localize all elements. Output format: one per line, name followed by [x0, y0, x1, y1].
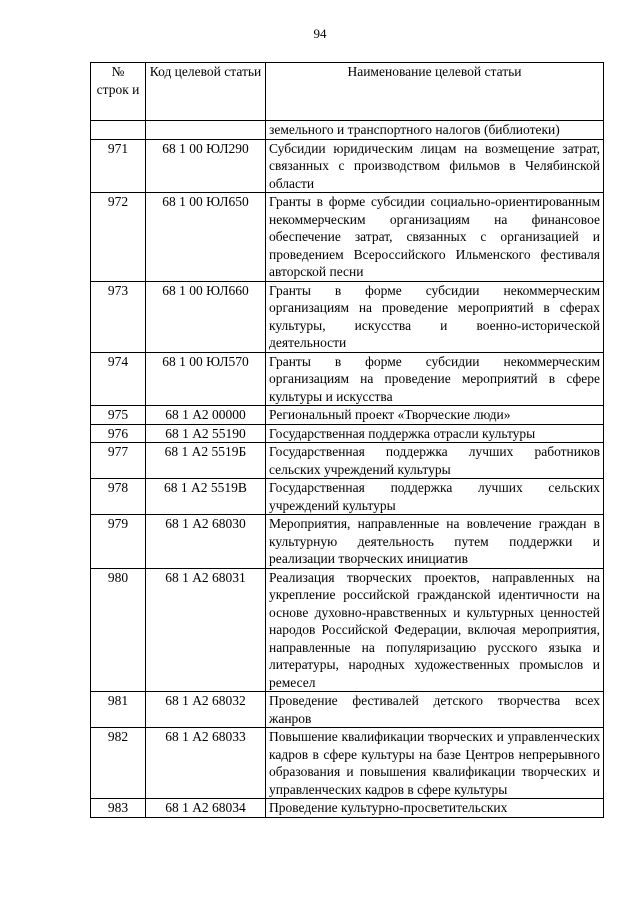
- continuation-code-cell: [146, 121, 266, 140]
- table-row: [91, 515, 604, 569]
- article-name: Государственная поддержка отрасли культуры: [266, 424, 604, 443]
- article-name: Повышение квалификации творческих и управленческих кадров в сфере культуры на базе Центров непрерывного образования и повышения квалификации творческих и управленческих кадров в сфере культуры: [266, 728, 604, 799]
- row-number: 983: [91, 799, 146, 818]
- table-row: [91, 728, 604, 799]
- article-code: 68 1 00 ЮЛ290: [146, 139, 266, 193]
- article-name: Проведение культурно-просветительских: [266, 799, 604, 818]
- article-code: 68 1 А2 68030: [146, 515, 266, 569]
- article-code: 68 1 00 ЮЛ660: [146, 281, 266, 352]
- article-name: Региональный проект «Творческие люди»: [266, 406, 604, 425]
- row-number: 976: [91, 424, 146, 443]
- header-article-name: Наименование целевой статьи: [266, 63, 604, 121]
- table-row: [91, 443, 604, 479]
- table-row: [91, 406, 604, 425]
- article-name: Субсидии юридическим лицам на возмещение затрат, связанных с производством фильмов в Челябинской области: [266, 139, 604, 193]
- article-name: Гранты в форме субсидии некоммерческим организациям на проведение мероприятий в сфере культуры и искусства: [266, 352, 604, 406]
- article-code: 68 1 00 ЮЛ570: [146, 352, 266, 406]
- table-row: [91, 281, 604, 352]
- table-row: [91, 568, 604, 692]
- continuation-row: [91, 121, 604, 140]
- article-code: 68 1 00 ЮЛ650: [146, 193, 266, 282]
- row-number: 971: [91, 139, 146, 193]
- row-number: 981: [91, 692, 146, 728]
- row-number: 978: [91, 479, 146, 515]
- article-code: 68 1 А2 00000: [146, 406, 266, 425]
- article-name: Государственная поддержка лучших сельских учреждений культуры: [266, 479, 604, 515]
- row-number: 975: [91, 406, 146, 425]
- article-code: 68 1 А2 5519Б: [146, 443, 266, 479]
- article-name: Проведение фестивалей детского творчества всех жанров: [266, 692, 604, 728]
- table-row: [91, 352, 604, 406]
- table-row: [91, 692, 604, 728]
- table-row: [91, 424, 604, 443]
- continuation-text: земельного и транспортного налогов (библиотеки): [266, 121, 604, 140]
- article-code: 68 1 А2 68031: [146, 568, 266, 692]
- table-row: [91, 479, 604, 515]
- row-number: 982: [91, 728, 146, 799]
- continuation-num-cell: [91, 121, 146, 140]
- article-code: 68 1 А2 68033: [146, 728, 266, 799]
- article-name: Мероприятия, направленные на вовлечение граждан в культурную деятельность путем поддержки и реализации творческих инициатив: [266, 515, 604, 569]
- table-header-row: [91, 63, 604, 121]
- target-articles-table: [90, 62, 604, 818]
- article-code: 68 1 А2 68032: [146, 692, 266, 728]
- table-row: [91, 193, 604, 282]
- article-code: 68 1 А2 55190: [146, 424, 266, 443]
- article-name: Реализация творческих проектов, направленных на укрепление российской гражданской идентичности на основе духовно-нравственных и культурных ценностей народов Российской Федерации, включая мероприятия, направленные на популяризацию русского языка и литературы, народных художественных промыслов и ремесел: [266, 568, 604, 692]
- row-number: 974: [91, 352, 146, 406]
- row-number: 979: [91, 515, 146, 569]
- row-number: 977: [91, 443, 146, 479]
- article-name: Гранты в форме субсидии некоммерческим организациям на проведение мероприятий в сферах культуры, искусства и военно-исторической деятельности: [266, 281, 604, 352]
- row-number: 980: [91, 568, 146, 692]
- table-row: [91, 799, 604, 818]
- table-row: [91, 139, 604, 193]
- article-name: Государственная поддержка лучших работников сельских учреждений культуры: [266, 443, 604, 479]
- row-number: 973: [91, 281, 146, 352]
- row-number: 972: [91, 193, 146, 282]
- header-article-code: Код целевой статьи: [146, 63, 266, 121]
- header-row-number: № строк и: [91, 63, 146, 121]
- article-code: 68 1 А2 68034: [146, 799, 266, 818]
- article-code: 68 1 А2 5519В: [146, 479, 266, 515]
- page-number: 94: [313, 26, 327, 41]
- article-name: Гранты в форме субсидии социально-ориентированным некоммерческим организациям на финансовое обеспечение затрат, связанных с организацией и проведением Всероссийского Ильменского фестиваля авторской песни: [266, 193, 604, 282]
